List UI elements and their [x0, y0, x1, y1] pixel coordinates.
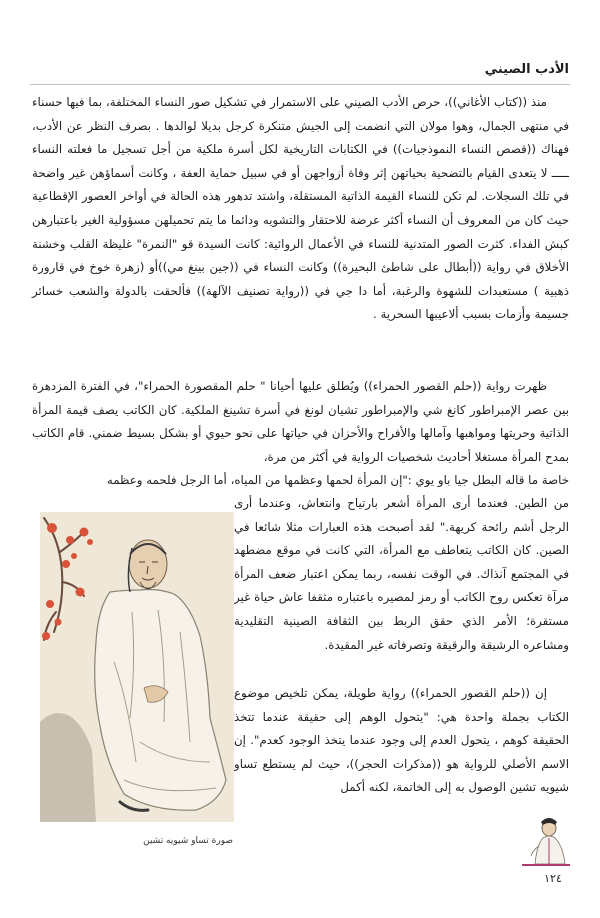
header-divider: [30, 84, 570, 85]
running-header-title: الأدب الصيني: [484, 62, 569, 77]
body-paragraph-3: خاصة ما قاله البطل جيا باو يوي :"إن المرأة لحمها وعظمها من المياه، أما الرجل فلحمه وعظمه: [106, 473, 569, 487]
body-paragraph-1: منذ ((كتاب الأغاني))، حرص الأدب الصيني على الاستمرار في تشكيل صور النساء المختلفة، بما فيها حسناء في منتهى الجمال، وهوا مولان التي انضمت إلى الجيش متنكرة كرجل بديلا لوالدها . بصرف النظر عن الأدب، فهناك ((قصص النساء النموذجيات)) في الكتابات التاريخية لكل أسرة ملكية من أجل تسجيل ما فعلته النساء ـــــ لا يتعدى القيام بالتضحية بحياتهن إثر وفاة أزواجهن أو في سبيل حماية العفة ، وكانت أسماؤهن غير واضحة في تلك السجلات. لم تكن للنساء القيمة الذاتية المستقلة، واشتد تدهور هذه الحالة في أواخر العصور الإقطاعية حيث كان من المعروف أن النساء أكثر عرضة للاحتقار والتشويه ودائما ما يتم تحميلهن مسؤولية الغير باعتبارهن كبش الفداء. كثرت الصور المتدنية للنساء في الأعمال الروائية: كانت السيدة قو "النمرة" غليظة القلب وخشنة الأخلاق في رواية ((أبطال على شاطئ البحيرة)) وكانت النساء في ((جين بينغ مي))أو (زهرة خوخ في قارورة ذهبية ) مستعبدات للشهوة والرغبة، أما دا جي في ((رواية تصنيف الآلهة)) فألحقت بالدولة والشعب خسائر جسيمة وأزمات بسبب ألاعيبها السحرية .: [32, 95, 569, 322]
body-paragraph-2: ظهرت رواية ((حلم القصور الحمراء)) ويُطلق عليها أحيانا " حلم المقصورة الحمراء"، في الفترة المزدهرة بين عصر الإمبراطور كانغ شي والإمبراطور تشيان لونغ في أسرة تشينغ الملكية. كان الكاتب يصف قيمة المرأة الذاتية وحريتها ومواهبها وآمالها والأفراح والأحزان في حياتها على نحو حيوي أو بشكل بسيط ضمني. قام الكاتب بمدح المرأة مستغلا أحاديث شخصيات الرواية في أكثر من مرة،: [32, 379, 569, 464]
figure-caption: صورة تساو شيويه تشين: [143, 836, 233, 846]
page-number: ١٢٤: [544, 872, 562, 885]
portrait-painting: [40, 512, 234, 822]
corner-emblem-figure: [525, 816, 569, 866]
body-paragraph-4: من الطين. فعندما أرى المرأة أشعر بارتياح وانتعاش، وعندما أرى الرجل أشم رائحة كريهة." لقد أصبحت هذه العبارات مثلا شائعا في الصين. كان الكاتب يتعاطف مع المرأة، التي كانت في موقع مضطهد في المجتمع آنذاك. في الوقت نفسه، ربما يمكن اعتبار ضعف المرأة مرآة تعكس روح الكاتب أو رمز لمصيره باعتباره مثقفا عاش حياة غير مستقرة؛ الأمر الذي حقق الربط بين الثقافة الصينية التقليدية ومشاعره الرشيقة والرقيقة وتصرفاته غير المقيدة.: [234, 496, 569, 652]
head: [129, 540, 167, 588]
footer-accent-line: [522, 864, 570, 866]
body-paragraph-5: إن ((حلم القصور الحمراء)) رواية طويلة، يمكن تلخيص موضوع الكتاب بجملة واحدة هي: "يتحول الوهم إلى حقيقة عندما تتخذ الحقيقة كوهم ، يتحول العدم إلى وجود عندما يتخذ الوجود كعدم". إن الاسم الأصلي للرواية هو ((مذكرات الحجر))، حيث لم يستطع تساو شيويه تشين الوصول به إلى الخاتمة، لكنه أكمل: [234, 686, 569, 795]
